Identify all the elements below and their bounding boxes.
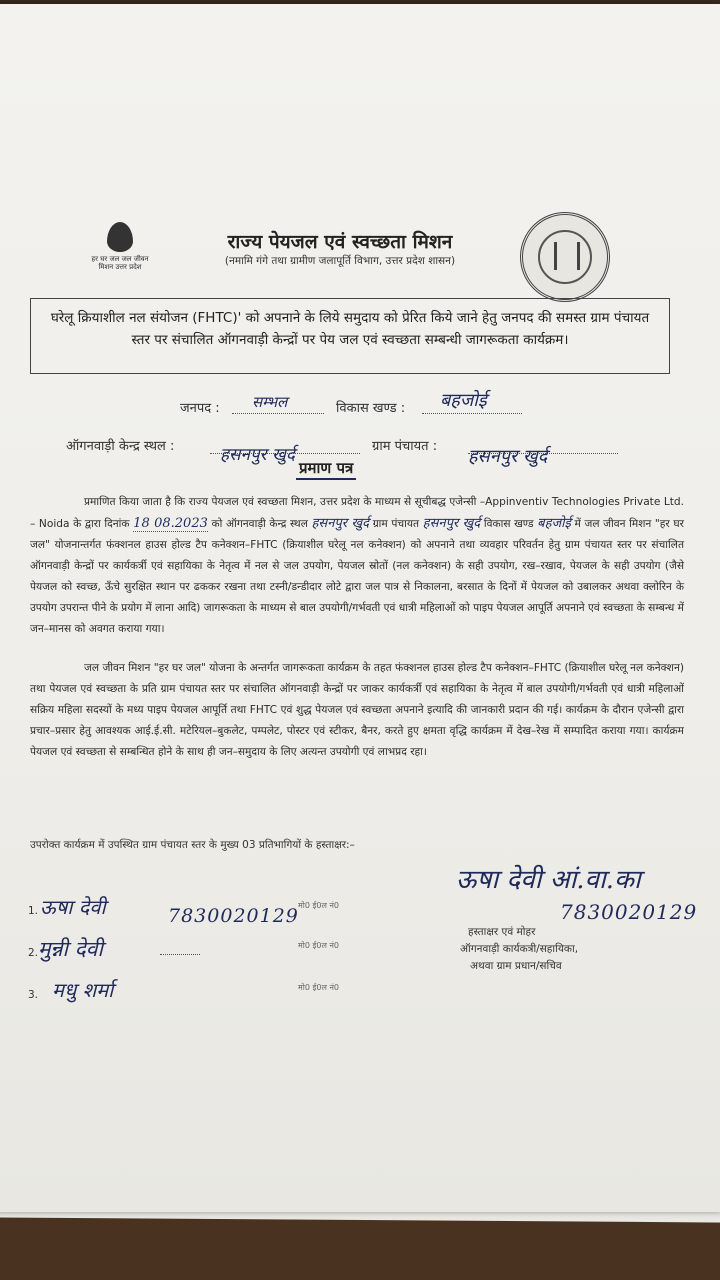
participant-phone: 7830020129 (168, 905, 299, 927)
participant-number: 1. (28, 905, 39, 917)
certificate-title: प्रमाण पत्र (296, 458, 356, 480)
panchayat-fill: हसनपुर खुर्द (422, 516, 481, 531)
para1-mid3: विकास खण्ड (483, 518, 534, 530)
sign-and-seal-label: हस्ताक्षर एवं मोहर (468, 926, 536, 938)
center-value: हसनपुर खुर्द (220, 445, 295, 465)
certificate-paragraph-1 (30, 492, 684, 640)
signatory-phone: 7830020129 (560, 900, 698, 924)
district-label: जनपद : (180, 401, 220, 416)
participants-intro: उपरोक्त कार्यक्रम में उपस्थित ग्राम पंचायत स्तर के मुख्य 03 प्रतिभागियों के हस्ताक्षर:– (30, 839, 355, 851)
anganwadi-signature: ऊषा देवी आं.वा.का (456, 865, 641, 895)
para1-rest: में जल जीवन मिशन "हर घर जल" योजनान्तर्गत फंक्शनल हाउस होल्ड टैप कनेक्शन–FHTC (क्रियाशील घरेलू नल कनेक्शन) को अपनाने तथा व्यवहार परिवर्तन हेतु ग्राम पंचायत स्तर पर संचालित ऑगनवाड़ी केन्द्रों पर कार्यकर्त्री एवं सहायिका के नेतृत्व में नल से जल उपयोग, पेयजल स्रोतों (नल कनेक्शन) के सही उपयोग, रख–रखाव, पेयजल के सही उपयोग (जैसे पेयजल को स्वच्छ, ऊँचे सुरक्षित स्थान पर ढककर रखना तथा टस्नी/डन्डीदार लोटे द्वारा जल पात्र से निकालना, बरसात के दिनों में पेयजल को उबालकर अथवा क्लोरिन के उपयोग उपरान्त पीने के प्रयोग में लाना आदि) जागरूकता के माध्यम से बाल उपयोगी/गर्भवती एवं धात्री महिलाओं को पाइप पेयजल आपूर्ति अपनाने एवं स्वच्छता के सम्बन्ध में जन–मानस को अवगत कराया गया। (30, 518, 684, 635)
para1-start: प्रमाणित किया जाता है कि राज्य पेयजल एवं स्वच्छता मिशन, उत्तर प्रदेश के माध्यम से सूचीबद्ध एजेन्सी –Appinventiv Technologies Private Ltd. – Noida के द्वारा दिनांक (30, 496, 684, 530)
district-value: सम्भल (252, 393, 288, 411)
participant-signature: मधु शर्मा (52, 978, 114, 1002)
center-label: ऑगनवाड़ी केन्द्र स्थल : (66, 439, 175, 454)
panchayat-value: हसनपुर खुर्द (468, 446, 548, 467)
block-line (422, 413, 522, 414)
block-fill: बहजोई (537, 516, 571, 531)
participant-signature: मुन्नी देवी (38, 937, 103, 961)
program-banner: घरेलू क्रियाशील नल संयोजन (FHTC)' को अपनाने के लिये समुदाय को प्रेरित किये जाने हेतु जनपद की समस्त ग्राम पंचायत स्तर पर संचालित ऑगनवाड़ी केन्द्रों पर पेय जल एवं स्वच्छता सम्बन्धी जागरूकता कार्यक्रम। (30, 298, 670, 374)
panchayat-label: ग्राम पंचायत : (372, 439, 438, 454)
water-drop-icon (107, 222, 133, 252)
para1-mid1: को ऑगनवाड़ी केन्द्र स्थल (211, 518, 308, 530)
participant-signature: ऊषा देवी (40, 895, 106, 919)
seal-emblem (538, 230, 592, 284)
program-date: 18 08.2023 (133, 516, 208, 531)
up-government-seal-icon (520, 212, 610, 302)
department-subtitle: (नमामि गंगे तथा ग्रामीण जलापूर्ति विभाग, उत्तर प्रदेश शासन) (224, 255, 456, 267)
certificate-paragraph-2 (30, 658, 684, 763)
mobile-label: मो0 ई0ल नं0 (298, 983, 340, 992)
block-label: विकास खण्ड : (336, 401, 406, 416)
block-value: बहजोई (440, 390, 487, 411)
district-line (232, 413, 324, 414)
participant-number: 2. (28, 947, 39, 959)
logo-left-text: हर घर जल जल जीवन मिशन उत्तर प्रदेश (91, 255, 149, 271)
center-fill: हसनपुर खुर्द (311, 516, 370, 531)
mission-title: राज्य पेयजल एवं स्वच्छता मिशन (227, 231, 453, 253)
participant-dash (160, 954, 200, 955)
mobile-label: मो0 ई0ल नं0 (298, 941, 340, 950)
mobile-label: मो0 ई0ल नं0 (298, 901, 340, 910)
pradhan-secretary-label: अथवा ग्राम प्रधान/सचिव (470, 960, 562, 972)
para1-mid2: ग्राम पंचायत (372, 518, 420, 530)
har-ghar-jal-logo (90, 222, 150, 292)
participant-number: 3. (28, 989, 39, 1001)
anganwadi-worker-label: ऑगनवाड़ी कार्यकत्री/सहायिका, (460, 943, 579, 955)
para2-text: जल जीवन मिशन "हर घर जल" योजना के अन्तर्गत जागरूकता कार्यक्रम के तहत फंक्शनल हाउस होल्ड टैप कनेक्शन–FHTC (क्रियाशील घरेलू नल कनेक्शन) तथा पेयजल एवं स्वच्छता के प्रति ग्राम पंचायत स्तर पर संचालित ऑगनवाड़ी केन्द्रों पर जाकर कार्यकर्त्री एवं सहायिका के नेतृत्व में बाल उपयोगी/गर्भवती एवं धात्री महिलाओं सक्रिय महिला सदस्यों के मध्य पाइप पेयजल आपूर्ति तथा FHTC एवं शुद्ध पेयजल एवं स्वच्छता अपनाने इत्यादि की जानकारी प्रदान की गई। कार्यक्रम के दौरान एजेन्सी द्वारा प्रचार–प्रसार हेतु आवश्यक आई.ई.सी. मटेरियल–बुकलेट, पम्पलेट, पोस्टर एवं स्टीकर, बैनर, करते हुए क्षमता वृद्धि कार्यक्रम में देख–रेख में सम्पादित कराया गया। कार्यक्रम पेयजल एवं स्वच्छता से सम्बन्धित होने के साथ ही जन–समुदाय के लिए अत्यन्त उपयोगी एवं लाभप्रद रहा। (30, 662, 684, 758)
